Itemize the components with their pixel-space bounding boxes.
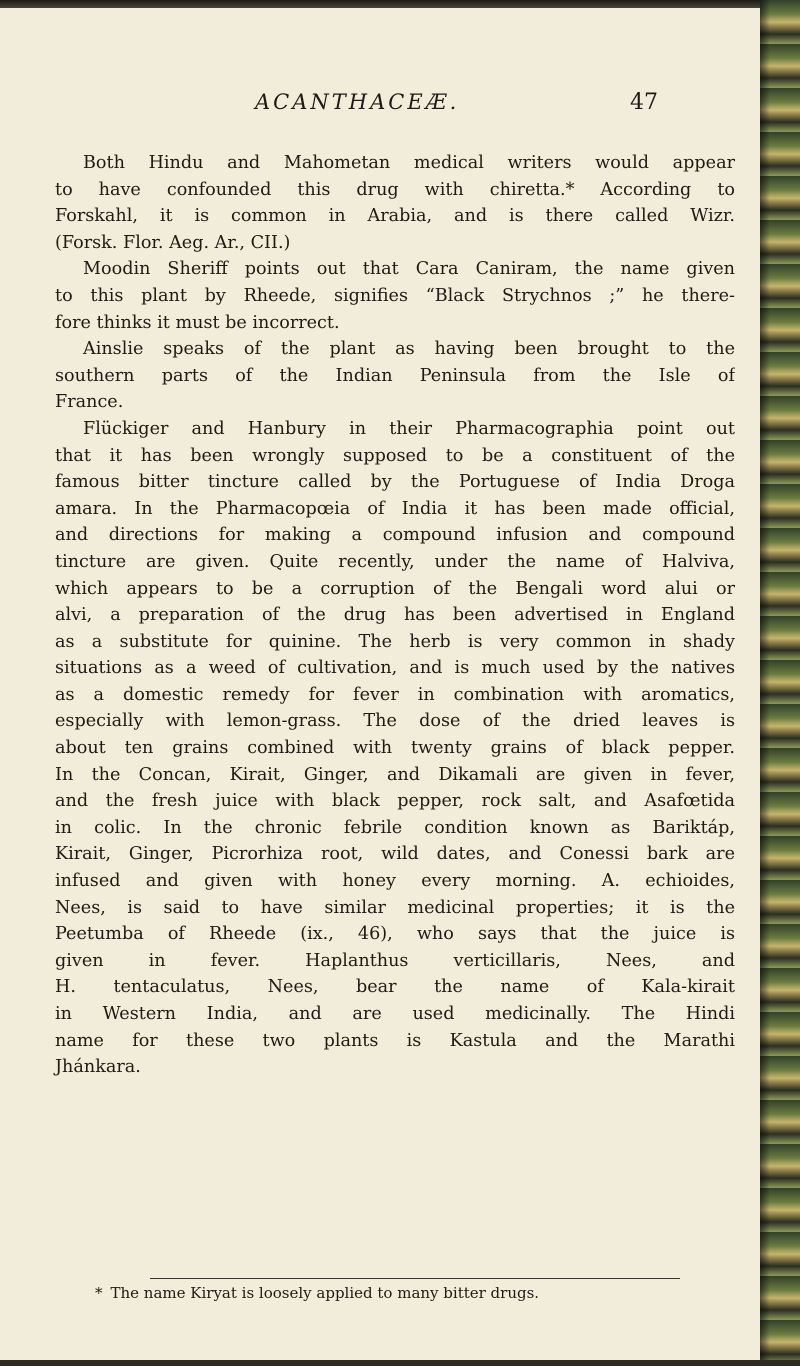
text-line: to have confounded this drug with chiretta.* According to xyxy=(55,179,735,200)
text-line: as a substitute for quinine. The herb is very common in shady xyxy=(55,631,735,652)
book-binding-edge xyxy=(760,0,800,1366)
text-line: Kirait, Ginger, Picrorhiza root, wild dates, and Conessi bark are xyxy=(55,844,735,865)
text-line: especially with lemon-grass. The dose of the dried leaves is xyxy=(55,711,735,732)
text-line: H. tentaculatus, Nees, bear the name of Kala-kirait xyxy=(55,977,735,998)
text-line: about ten grains combined with twenty grains of black pepper. xyxy=(55,738,735,759)
text-line: that it has been wrongly supposed to be a constituent of the xyxy=(55,445,735,466)
page-header xyxy=(0,90,760,130)
text-line: in colic. In the chronic febrile condition known as Bariktáp, xyxy=(55,817,735,838)
text-line: as a domestic remedy for fever in combination with aromatics, xyxy=(55,684,735,705)
page-bottom-edge xyxy=(0,1360,800,1366)
text-line: southern parts of the Indian Peninsula from the Isle of xyxy=(55,365,735,386)
text-line: situations as a weed of cultivation, and is much used by the natives xyxy=(55,658,735,679)
text-line: famous bitter tincture called by the Portuguese of India Droga xyxy=(55,472,735,493)
text-line: alvi, a preparation of the drug has been advertised in England xyxy=(55,605,735,626)
text-line: France. xyxy=(55,392,124,413)
footnote-rule xyxy=(150,1278,680,1279)
text-line: which appears to be a corruption of the Bengali word alui or xyxy=(55,578,735,599)
text-line: fore thinks it must be incorrect. xyxy=(55,312,340,333)
page-top-edge xyxy=(0,0,800,8)
running-head: ACANTHACEÆ. xyxy=(255,90,460,114)
text-line: to this plant by Rheede, signifies “Black Strychnos ;” he there- xyxy=(55,285,735,306)
text-line: in Western India, and are used medicinally. The Hindi xyxy=(55,1004,735,1024)
body-text xyxy=(55,150,735,1081)
footnote xyxy=(95,1284,695,1302)
text-line: and directions for making a compound infusion and compound xyxy=(55,525,735,546)
page-number: 47 xyxy=(630,90,658,115)
text-line: Both Hindu and Mahometan medical writers would appear xyxy=(83,153,735,173)
text-line: tincture are given. Quite recently, under the name of Halviva, xyxy=(55,551,735,572)
text-line: Moodin Sheriff points out that Cara Caniram, the name given xyxy=(83,259,735,280)
text-line: amara. In the Pharmacopœia of India it has been made official, xyxy=(55,498,735,519)
text-line: given in fever. Haplanthus verticillaris, Nees, and xyxy=(55,950,735,971)
text-line: In the Concan, Kirait, Ginger, and Dikamali are given in fever, xyxy=(55,764,735,785)
text-line: Forskahl, it is common in Arabia, and is there called Wizr. xyxy=(55,206,735,227)
text-line: name for these two plants is Kastula and the Marathi xyxy=(55,1030,735,1051)
text-line: Peetumba of Rheede (ix., 46), who says that the juice is xyxy=(55,924,735,945)
footnote-marker: * xyxy=(95,1284,103,1302)
text-line: and the fresh juice with black pepper, rock salt, and Asafœtida xyxy=(55,791,735,812)
text-line: Jhánkara. xyxy=(55,1057,141,1078)
footnote-text: The name Kiryat is loosely applied to many bitter drugs. xyxy=(110,1284,540,1302)
text-line: infused and given with honey every morning. A. echioides, xyxy=(55,871,735,892)
text-line: Flückiger and Hanbury in their Pharmacographia point out xyxy=(83,418,735,439)
text-line: Ainslie speaks of the plant as having been brought to the xyxy=(83,339,735,360)
text-line: Nees, is said to have similar medicinal properties; it is the xyxy=(55,897,735,918)
text-line: (Forsk. Flor. Aeg. Ar., CII.) xyxy=(55,232,291,253)
